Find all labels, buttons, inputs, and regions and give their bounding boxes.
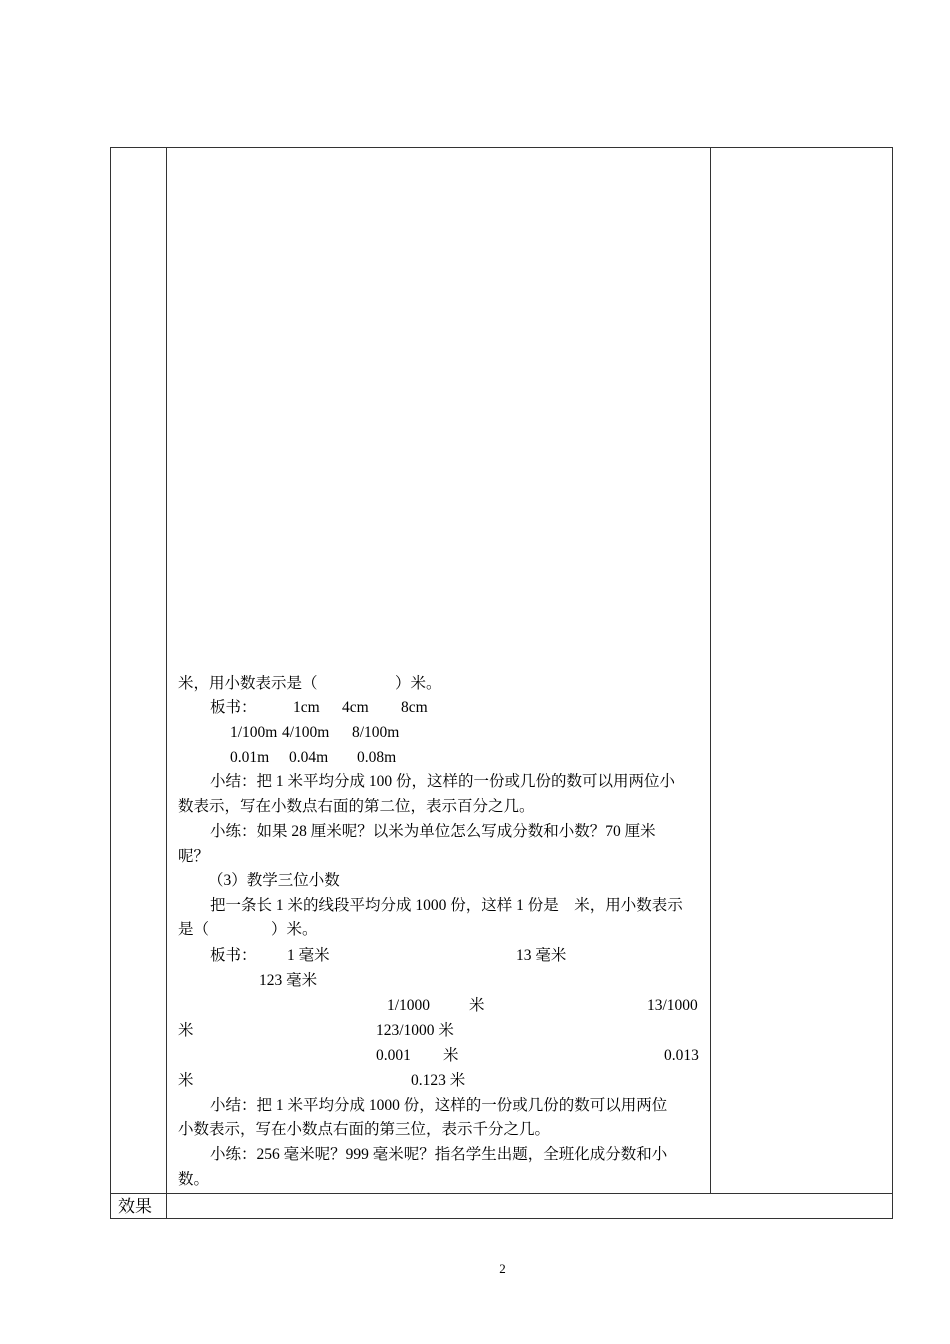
page-number: 2 [499,1261,506,1276]
board-value: 4cm [342,699,369,716]
board-value: 123 毫米 [259,972,318,989]
board-value: 1/100m [230,724,278,741]
text-line: 是（ ）米。 [178,921,318,938]
board-value: 4/100m [282,724,330,741]
board-value: 13 毫米 [516,947,567,964]
board-value: 米 [443,1047,459,1064]
board-value: 0.123 米 [411,1072,466,1089]
column-divider-2 [710,147,711,1193]
board-value: 1cm [293,699,320,716]
practice-line: 小练：256 毫米呢？999 毫米呢？指名学生出题，全班化成分数和小 [210,1146,668,1163]
board-value: 0.013 [664,1047,699,1064]
summary-line: 小结：把 1 米平均分成 1000 份，这样的一份或几份的数可以用两位 [210,1097,668,1114]
summary-line: 小结：把 1 米平均分成 100 份，这样的一份或几份的数可以用两位小 [210,773,676,790]
board-value: 0.001 [376,1047,411,1064]
effect-label: 效果 [118,1197,152,1216]
text-line: 米，用小数表示是（ ）米。 [178,675,442,692]
row-divider [110,1193,893,1194]
board-value: 8/100m [352,724,400,741]
board-value: 123/1000 米 [376,1022,454,1039]
practice-line: 呢？ [178,848,210,865]
board-value: 1 毫米 [287,947,330,964]
board-value: 米 [469,997,485,1014]
board-value: 米 [178,1022,194,1039]
board-label: 板书： [210,699,257,716]
board-value: 8cm [401,699,428,716]
practice-line: 小练：如果 28 厘米呢？以米为单位怎么写成分数和小数？70 厘米 [210,823,656,840]
board-value: 米 [178,1072,194,1089]
column-divider-1 [166,147,167,1219]
board-value: 0.04m [289,749,329,766]
board-value: 0.08m [357,749,397,766]
text-line: 把一条长 1 米的线段平均分成 1000 份，这样 1 份是 米，用小数表示 [210,897,683,914]
board-value: 0.01m [230,749,270,766]
summary-line: 数表示，写在小数点右面的第二位，表示百分之几。 [178,798,535,815]
section-heading: （3）教学三位小数 [208,872,340,889]
summary-line: 小数表示，写在小数点右面的第三位，表示千分之几。 [178,1121,551,1138]
board-value: 1/1000 [387,997,431,1014]
practice-line: 数。 [178,1171,210,1188]
board-value: 13/1000 [647,997,698,1014]
board-label: 板书： [210,947,257,964]
